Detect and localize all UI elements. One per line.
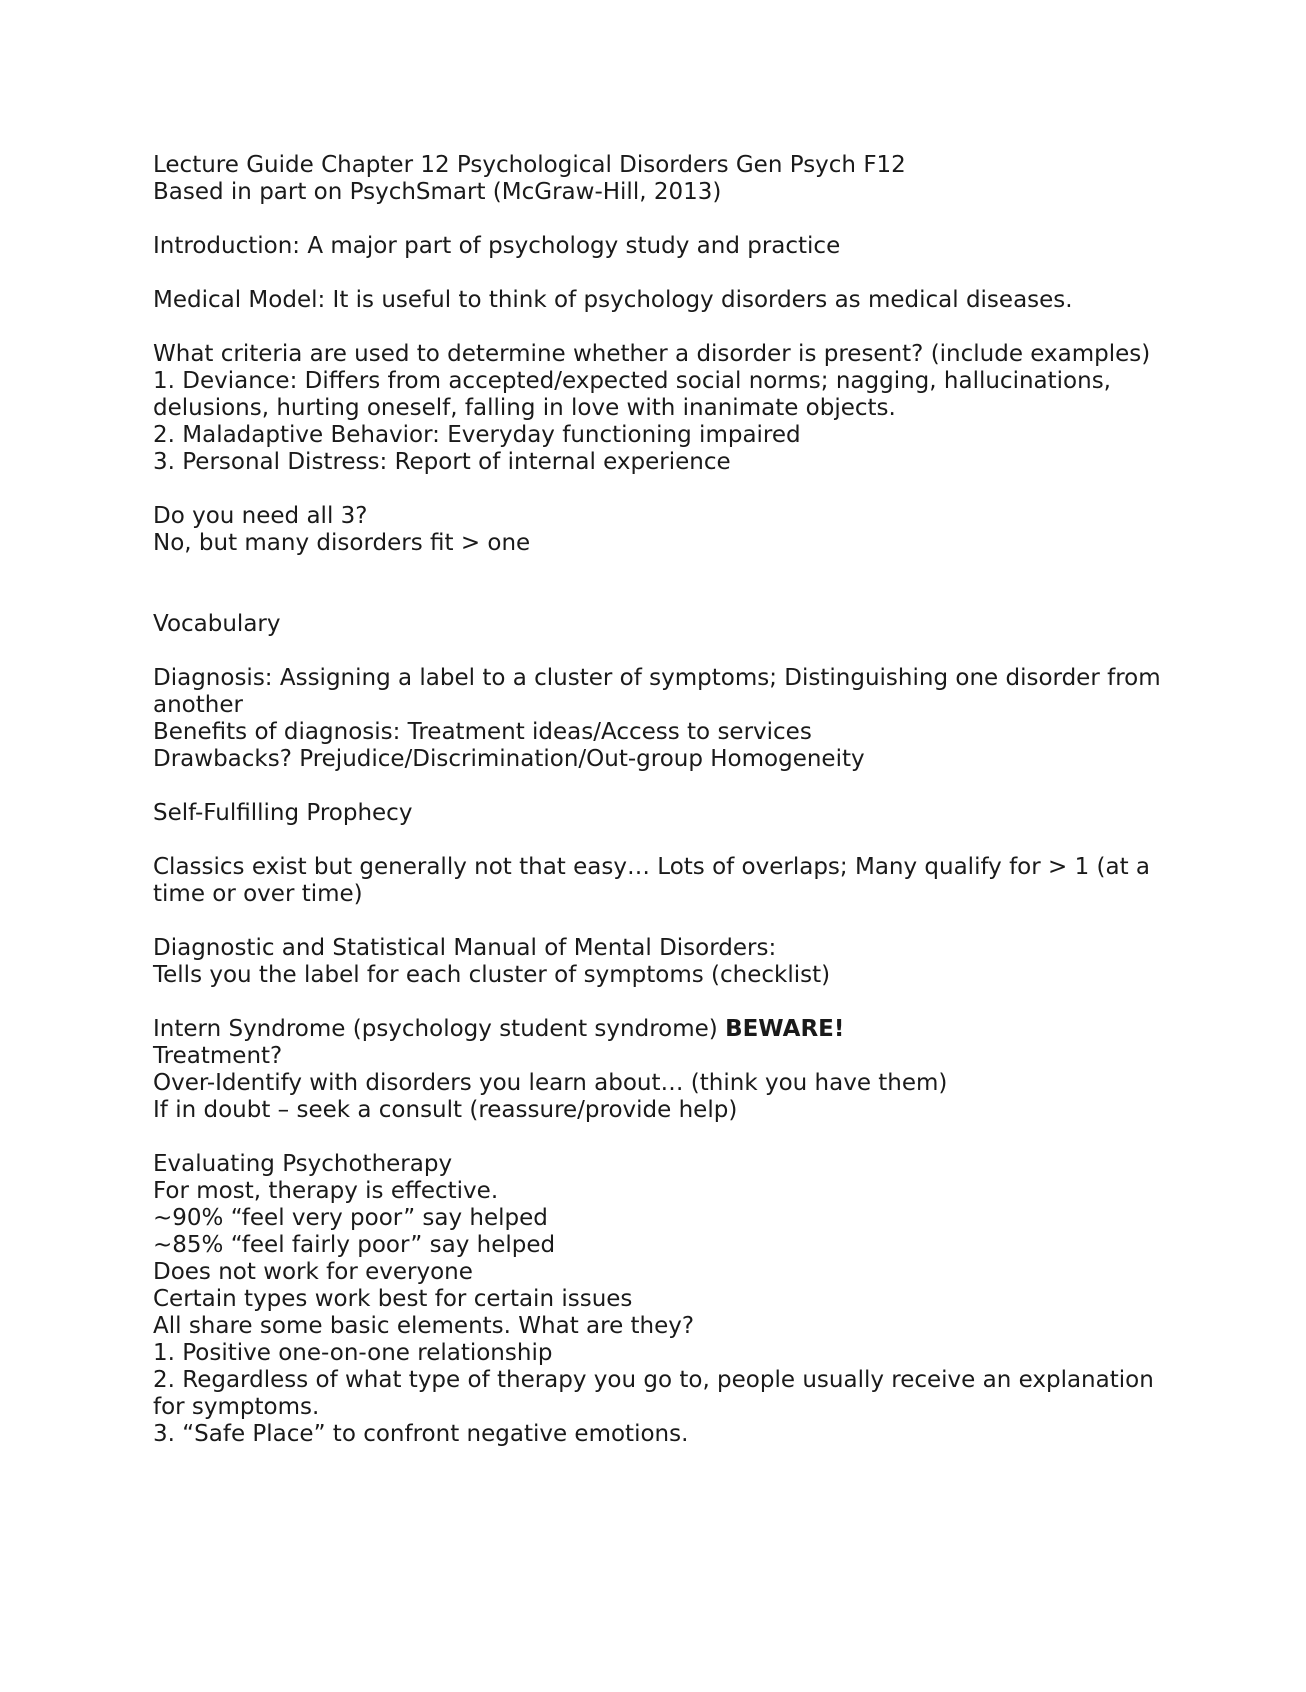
introduction: Introduction: A major part of psychology study and practice: [153, 233, 841, 259]
evaluating-line: All share some basic elements. What are they?: [153, 1313, 695, 1339]
classics-note: Classics exist but generally not that easy… Lots of overlaps; Many qualify for > 1 (at a time or over time): [153, 854, 1158, 907]
over-identify: Over-Identify with disorders you learn about… (think you have them): [153, 1070, 948, 1096]
criteria-question: What criteria are used to determine whether a disorder is present? (include examples): [153, 341, 1151, 367]
evaluating-line: ~90% “feel very poor” say helped: [153, 1205, 548, 1231]
dsm-title: Diagnostic and Statistical Manual of Mental Disorders:: [153, 935, 777, 961]
seek-consult: If in doubt – seek a consult (reassure/provide help): [153, 1097, 738, 1123]
need-all-question: Do you need all 3?: [153, 503, 368, 529]
dsm-description: Tells you the label for each cluster of symptoms (checklist): [153, 962, 831, 988]
evaluating-element-3: 3. “Safe Place” to confront negative emotions.: [153, 1421, 689, 1447]
criteria-item-1: 1. Deviance: Differs from accepted/expected social norms; nagging, hallucinations, delusions, hurting oneself, falling in love with inanimate objects.: [153, 368, 1119, 421]
document-title: Lecture Guide Chapter 12 Psychological Disorders Gen Psych F12: [153, 152, 906, 178]
diagnosis-drawbacks: Drawbacks? Prejudice/Discrimination/Out-group Homogeneity: [153, 746, 865, 772]
evaluating-element-2: 2. Regardless of what type of therapy you go to, people usually receive an explanation for symptoms.: [153, 1367, 1162, 1420]
lecture-guide-text: [153, 152, 1168, 1448]
intern-syndrome: [153, 1016, 1163, 1043]
medical-model: Medical Model: It is useful to think of psychology disorders as medical diseases.: [153, 287, 1073, 313]
evaluating-line: Certain types work best for certain issues: [153, 1286, 633, 1312]
evaluating-element-1: 1. Positive one-on-one relationship: [153, 1340, 553, 1366]
diagnosis-benefits: Benefits of diagnosis: Treatment ideas/Access to services: [153, 719, 812, 745]
criteria-item-2: 2. Maladaptive Behavior: Everyday functioning impaired: [153, 422, 801, 448]
treatment-question: Treatment?: [153, 1043, 283, 1069]
intern-syndrome-title: Intern Syndrome (psychology student syndrome): [153, 1016, 726, 1042]
vocabulary-heading: Vocabulary: [153, 611, 281, 637]
self-fulfilling-prophecy: Self-Fulfilling Prophecy: [153, 800, 413, 826]
evaluating-heading: Evaluating Psychotherapy: [153, 1151, 453, 1177]
evaluating-line: ~85% “feel fairly poor” say helped: [153, 1232, 556, 1258]
need-all-answer: No, but many disorders fit > one: [153, 530, 531, 556]
beware-warning: BEWARE!: [725, 1016, 845, 1042]
criteria-item-3: 3. Personal Distress: Report of internal experience: [153, 449, 731, 475]
document-source: Based in part on PsychSmart (McGraw-Hill, 2013): [153, 179, 722, 205]
evaluating-line: Does not work for everyone: [153, 1259, 473, 1285]
diagnosis-definition: Diagnosis: Assigning a label to a cluster of symptoms; Distinguishing one disorder from another: [153, 665, 1168, 718]
evaluating-line: For most, therapy is effective.: [153, 1178, 499, 1204]
